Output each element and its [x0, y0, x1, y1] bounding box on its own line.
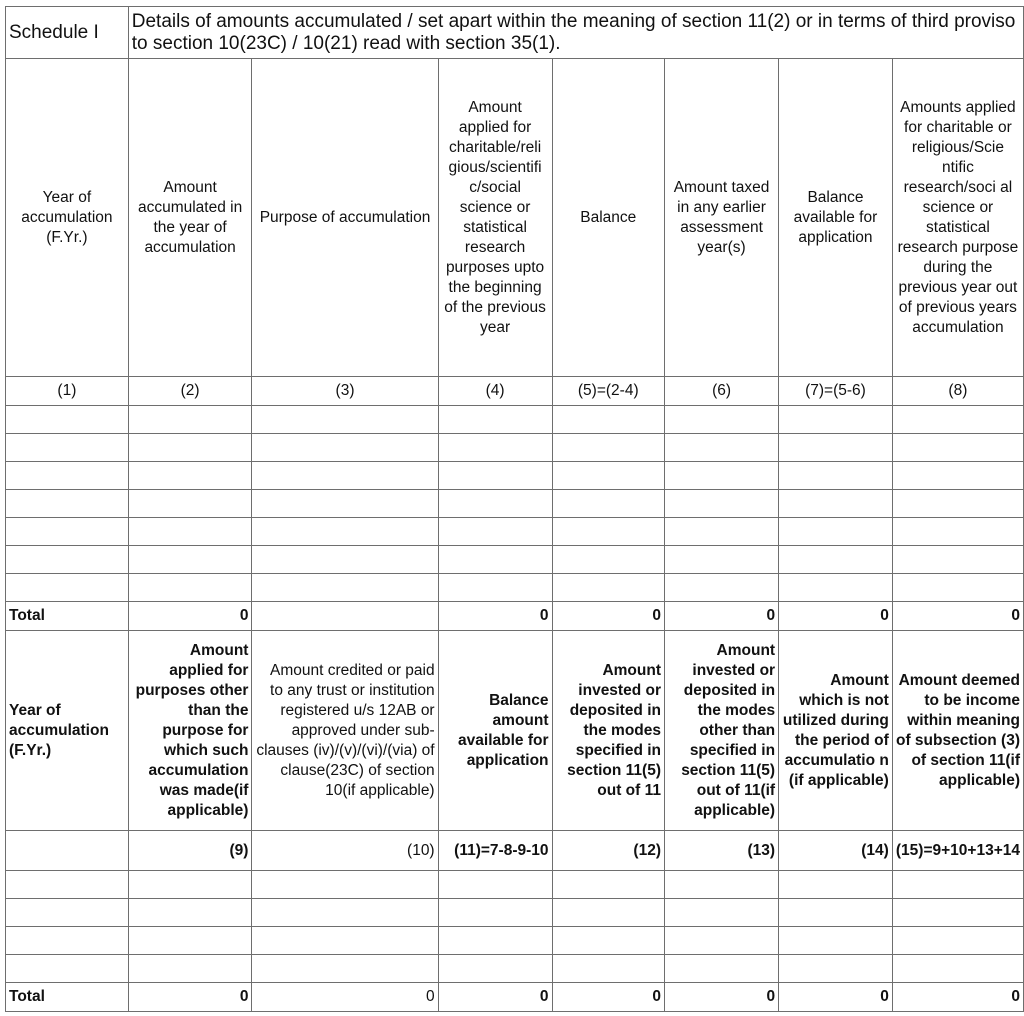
input-cell[interactable] — [6, 574, 129, 602]
schedule-label: Schedule I — [6, 7, 129, 59]
p1-total-4: 0 — [438, 602, 552, 631]
input-cell[interactable] — [438, 899, 552, 927]
input-cell[interactable] — [6, 955, 129, 983]
p2-entry-row — [6, 927, 1024, 955]
p2-entry-row — [6, 899, 1024, 927]
p2-colnum-13: (13) — [665, 831, 779, 871]
input-cell[interactable] — [252, 574, 438, 602]
schedule-title: Details of amounts accumulated / set apart within the meaning of section 11(2) or in terms of third proviso to section 10(23C) / 10(21) read with section 35(1). — [128, 7, 1023, 59]
input-cell[interactable] — [779, 518, 893, 546]
p2-header-15: Amount deemed to be income within meaning of subsection (3) of section 11(if applicable) — [892, 631, 1023, 831]
input-cell[interactable] — [892, 546, 1023, 574]
input-cell[interactable] — [252, 434, 438, 462]
input-cell[interactable] — [779, 406, 893, 434]
input-cell[interactable] — [6, 406, 129, 434]
p2-total-10: 0 — [252, 983, 438, 1012]
input-cell[interactable] — [6, 927, 129, 955]
input-cell[interactable] — [252, 490, 438, 518]
input-cell[interactable] — [552, 955, 664, 983]
input-cell[interactable] — [552, 518, 664, 546]
input-cell[interactable] — [552, 871, 664, 899]
input-cell[interactable] — [665, 871, 779, 899]
input-cell[interactable] — [779, 927, 893, 955]
p1-total-7: 0 — [779, 602, 893, 631]
schedule-title-row — [6, 7, 1024, 59]
p1-header-7: Balance available for application — [779, 59, 893, 377]
input-cell[interactable] — [892, 899, 1023, 927]
p2-colnum-12: (12) — [552, 831, 664, 871]
input-cell[interactable] — [128, 462, 252, 490]
part1-column-number-row — [6, 377, 1024, 406]
input-cell[interactable] — [438, 546, 552, 574]
input-cell[interactable] — [665, 546, 779, 574]
input-cell[interactable] — [665, 574, 779, 602]
input-cell[interactable] — [665, 927, 779, 955]
part2-column-number-row — [6, 831, 1024, 871]
schedule-i-table — [5, 6, 1024, 1012]
input-cell[interactable] — [779, 574, 893, 602]
p2-colnum-1 — [6, 831, 129, 871]
p2-total-label: Total — [6, 983, 129, 1012]
input-cell[interactable] — [128, 546, 252, 574]
part2-header-row — [6, 631, 1024, 831]
input-cell[interactable] — [892, 406, 1023, 434]
input-cell[interactable] — [252, 899, 438, 927]
input-cell[interactable] — [892, 434, 1023, 462]
schedule-i-form — [5, 6, 1024, 1012]
input-cell[interactable] — [665, 462, 779, 490]
input-cell[interactable] — [6, 871, 129, 899]
p2-header-12: Amount invested or deposited in the modes specified in section 11(5) out of 11 — [552, 631, 664, 831]
input-cell[interactable] — [779, 899, 893, 927]
input-cell[interactable] — [6, 899, 129, 927]
input-cell[interactable] — [252, 462, 438, 490]
input-cell[interactable] — [6, 434, 129, 462]
p1-entry-row — [6, 434, 1024, 462]
p1-colnum-5: (5)=(2-4) — [552, 377, 664, 406]
input-cell[interactable] — [552, 546, 664, 574]
p1-header-3: Purpose of accumulation — [252, 59, 438, 377]
input-cell[interactable] — [252, 406, 438, 434]
input-cell[interactable] — [252, 871, 438, 899]
input-cell[interactable] — [552, 574, 664, 602]
input-cell[interactable] — [128, 518, 252, 546]
input-cell[interactable] — [779, 546, 893, 574]
input-cell[interactable] — [128, 434, 252, 462]
input-cell[interactable] — [128, 955, 252, 983]
p1-colnum-6: (6) — [665, 377, 779, 406]
input-cell[interactable] — [128, 927, 252, 955]
p1-total-6: 0 — [665, 602, 779, 631]
input-cell[interactable] — [438, 927, 552, 955]
p1-entry-row — [6, 518, 1024, 546]
part1-header-row — [6, 59, 1024, 377]
input-cell[interactable] — [438, 406, 552, 434]
p2-total-9: 0 — [128, 983, 252, 1012]
input-cell[interactable] — [128, 490, 252, 518]
input-cell[interactable] — [779, 434, 893, 462]
p2-total-12: 0 — [552, 983, 664, 1012]
input-cell[interactable] — [6, 490, 129, 518]
p1-header-2: Amount accumulated in the year of accumulation — [128, 59, 252, 377]
input-cell[interactable] — [128, 574, 252, 602]
input-cell[interactable] — [552, 462, 664, 490]
p2-header-10: Amount credited or paid to any trust or institution registered u/s 12AB or approved under sub-clauses (iv)/(v)/(vi)/(via) of clause(23C) of section 10(if applicable) — [252, 631, 438, 831]
p2-header-9: Amount applied for purposes other than the purpose for which such accumulation was made(if applicable) — [128, 631, 252, 831]
input-cell[interactable] — [438, 871, 552, 899]
p2-header-13: Amount invested or deposited in the modes other than specified in section 11(5) out of 11(if applicable) — [665, 631, 779, 831]
p2-total-11: 0 — [438, 983, 552, 1012]
input-cell[interactable] — [779, 462, 893, 490]
p2-header-1: Year of accumulation (F.Yr.) — [6, 631, 129, 831]
input-cell[interactable] — [252, 955, 438, 983]
input-cell[interactable] — [892, 462, 1023, 490]
input-cell[interactable] — [665, 955, 779, 983]
p1-entry-row — [6, 406, 1024, 434]
input-cell[interactable] — [252, 546, 438, 574]
input-cell[interactable] — [438, 518, 552, 546]
p1-header-6: Amount taxed in any earlier assessment year(s) — [665, 59, 779, 377]
input-cell[interactable] — [779, 955, 893, 983]
p1-entry-row — [6, 574, 1024, 602]
p1-entry-row — [6, 490, 1024, 518]
input-cell[interactable] — [892, 871, 1023, 899]
input-cell[interactable] — [892, 574, 1023, 602]
input-cell[interactable] — [6, 518, 129, 546]
p2-total-14: 0 — [779, 983, 893, 1012]
input-cell[interactable] — [665, 899, 779, 927]
p2-entry-row — [6, 871, 1024, 899]
p2-colnum-14: (14) — [779, 831, 893, 871]
p1-colnum-8: (8) — [892, 377, 1023, 406]
p2-total-15: 0 — [892, 983, 1023, 1012]
input-cell[interactable] — [552, 434, 664, 462]
input-cell[interactable] — [552, 490, 664, 518]
p2-colnum-15: (15)=9+10+13+14 — [892, 831, 1023, 871]
p1-total-2: 0 — [128, 602, 252, 631]
input-cell[interactable] — [438, 490, 552, 518]
input-cell[interactable] — [6, 546, 129, 574]
input-cell[interactable] — [438, 574, 552, 602]
input-cell[interactable] — [892, 927, 1023, 955]
input-cell[interactable] — [128, 406, 252, 434]
p2-header-14: Amount which is not utilized during the period of accumulatio n (if applicable) — [779, 631, 893, 831]
input-cell[interactable] — [779, 490, 893, 518]
p1-total-3 — [252, 602, 438, 631]
p1-header-8: Amounts applied for charitable or religious/Scie ntific research/soci al science or statistical research purpose during the previous year out of previous years accumulation — [892, 59, 1023, 377]
p1-header-1: Year of accumulation (F.Yr.) — [6, 59, 129, 377]
p1-colnum-1: (1) — [6, 377, 129, 406]
input-cell[interactable] — [438, 462, 552, 490]
input-cell[interactable] — [779, 871, 893, 899]
p1-total-label: Total — [6, 602, 129, 631]
p2-entry-row — [6, 955, 1024, 983]
p1-total-5: 0 — [552, 602, 664, 631]
p1-total-8: 0 — [892, 602, 1023, 631]
input-cell[interactable] — [665, 490, 779, 518]
p1-header-4: Amount applied for charitable/reli gious/scientifi c/social science or statistical research purposes upto the beginning of the previous year — [438, 59, 552, 377]
p1-colnum-2: (2) — [128, 377, 252, 406]
input-cell[interactable] — [552, 927, 664, 955]
input-cell[interactable] — [438, 434, 552, 462]
part1-total-row — [6, 602, 1024, 631]
p2-colnum-10: (10) — [252, 831, 438, 871]
p2-colnum-11: (11)=7-8-9-10 — [438, 831, 552, 871]
input-cell[interactable] — [665, 434, 779, 462]
input-cell[interactable] — [6, 462, 129, 490]
p2-colnum-9: (9) — [128, 831, 252, 871]
input-cell[interactable] — [892, 518, 1023, 546]
input-cell[interactable] — [438, 955, 552, 983]
input-cell[interactable] — [665, 518, 779, 546]
input-cell[interactable] — [552, 899, 664, 927]
input-cell[interactable] — [252, 518, 438, 546]
p2-header-11: Balance amount available for application — [438, 631, 552, 831]
p1-colnum-4: (4) — [438, 377, 552, 406]
input-cell[interactable] — [252, 927, 438, 955]
p1-colnum-3: (3) — [252, 377, 438, 406]
input-cell[interactable] — [892, 955, 1023, 983]
input-cell[interactable] — [552, 406, 664, 434]
input-cell[interactable] — [128, 871, 252, 899]
p1-header-5: Balance — [552, 59, 664, 377]
p1-colnum-7: (7)=(5-6) — [779, 377, 893, 406]
p1-entry-row — [6, 462, 1024, 490]
part2-total-row — [6, 983, 1024, 1012]
p2-total-13: 0 — [665, 983, 779, 1012]
input-cell[interactable] — [892, 490, 1023, 518]
input-cell[interactable] — [665, 406, 779, 434]
p1-entry-row — [6, 546, 1024, 574]
input-cell[interactable] — [128, 899, 252, 927]
